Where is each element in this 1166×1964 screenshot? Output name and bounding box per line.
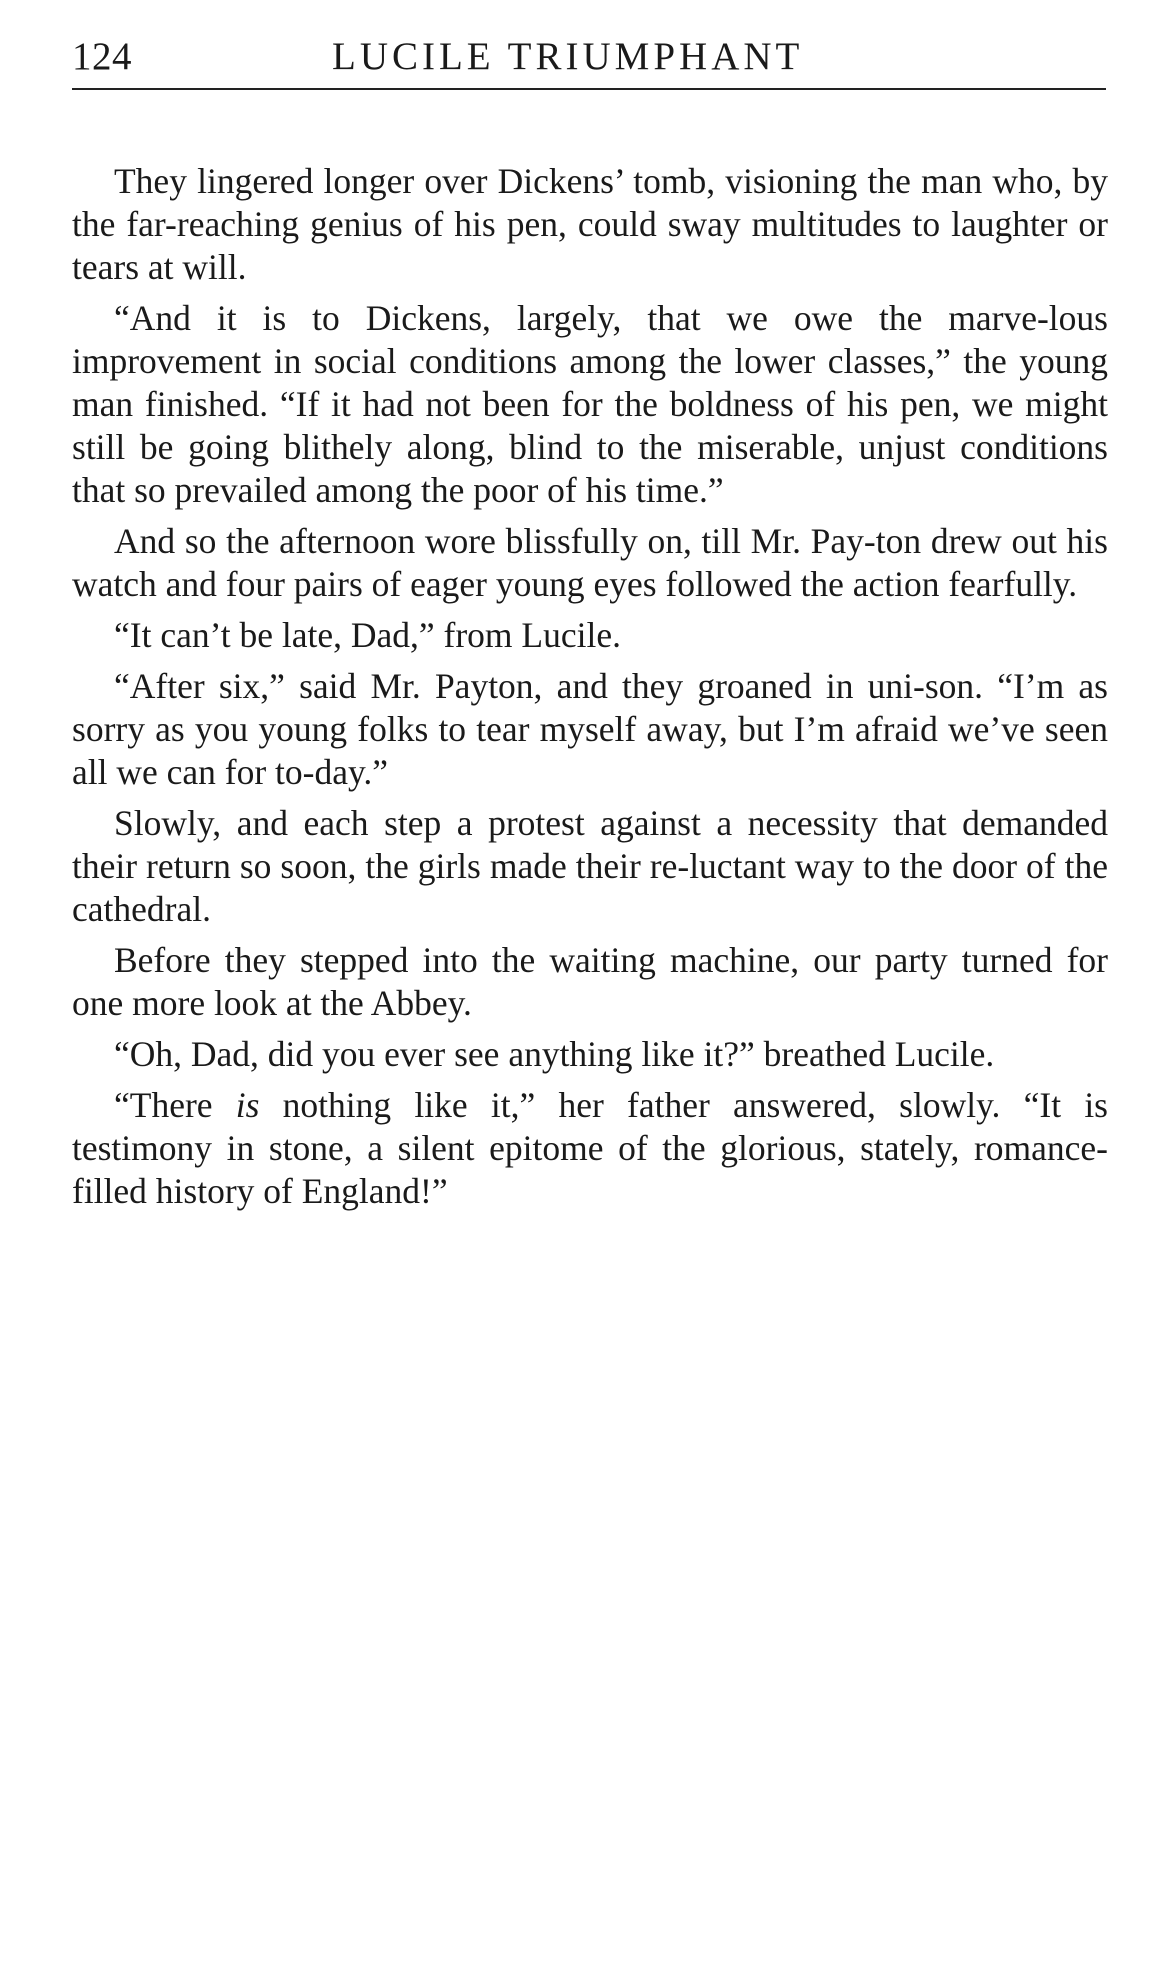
page-number: 124 — [72, 35, 132, 78]
paragraph-6: Slowly, and each step a protest against a necessity that demanded their return so soon, the girls made their re-luctant way to the door of the cathedral. — [72, 803, 1108, 929]
paragraph-4: “It can’t be late, Dad,” from Lucile. — [114, 615, 621, 655]
paragraph-9-lead: “There — [114, 1085, 236, 1125]
paragraph-7: Before they stepped into the waiting machine, our party turned for one more look at the Abbey. — [72, 940, 1108, 1023]
body-text — [72, 160, 1108, 1221]
paragraph-8: “Oh, Dad, did you ever see anything like it?” breathed Lucile. — [114, 1034, 995, 1074]
paragraph-2: “And it is to Dickens, largely, that we owe the marve-lous improvement in social conditions among the lower classes,” the young man finished. “If it had not been for the boldness of his pen, we might still be going blithely along, blind to the miserable, unjust conditions that so prevailed among the poor of his time.” — [72, 298, 1108, 510]
running-head — [72, 34, 1106, 94]
paragraph-3: And so the afternoon wore blissfully on, till Mr. Pay-ton drew out his watch and four pairs of eager young eyes followed the action fearfully. — [72, 521, 1108, 604]
paragraph-9-rest: nothing like it,” her father answered, slowly. “It is testimony in stone, a silent epitome of the glorious, stately, romance-filled history of England!” — [72, 1085, 1108, 1211]
emphasized-word: is — [235, 1085, 260, 1125]
paragraph-1: They lingered longer over Dickens’ tomb, visioning the man who, by the far-reaching genius of his pen, could sway multitudes to laughter or tears at will. — [72, 161, 1108, 287]
paragraph-5: “After six,” said Mr. Payton, and they groaned in uni-son. “I’m as sorry as you young folks to tear myself away, but I’m afraid we’ve seen all we can for to-day.” — [72, 666, 1108, 792]
paragraph-9 — [72, 1084, 1108, 1213]
header-rule — [72, 88, 1106, 90]
running-title: LUCILE TRIUMPHANT — [332, 35, 804, 78]
